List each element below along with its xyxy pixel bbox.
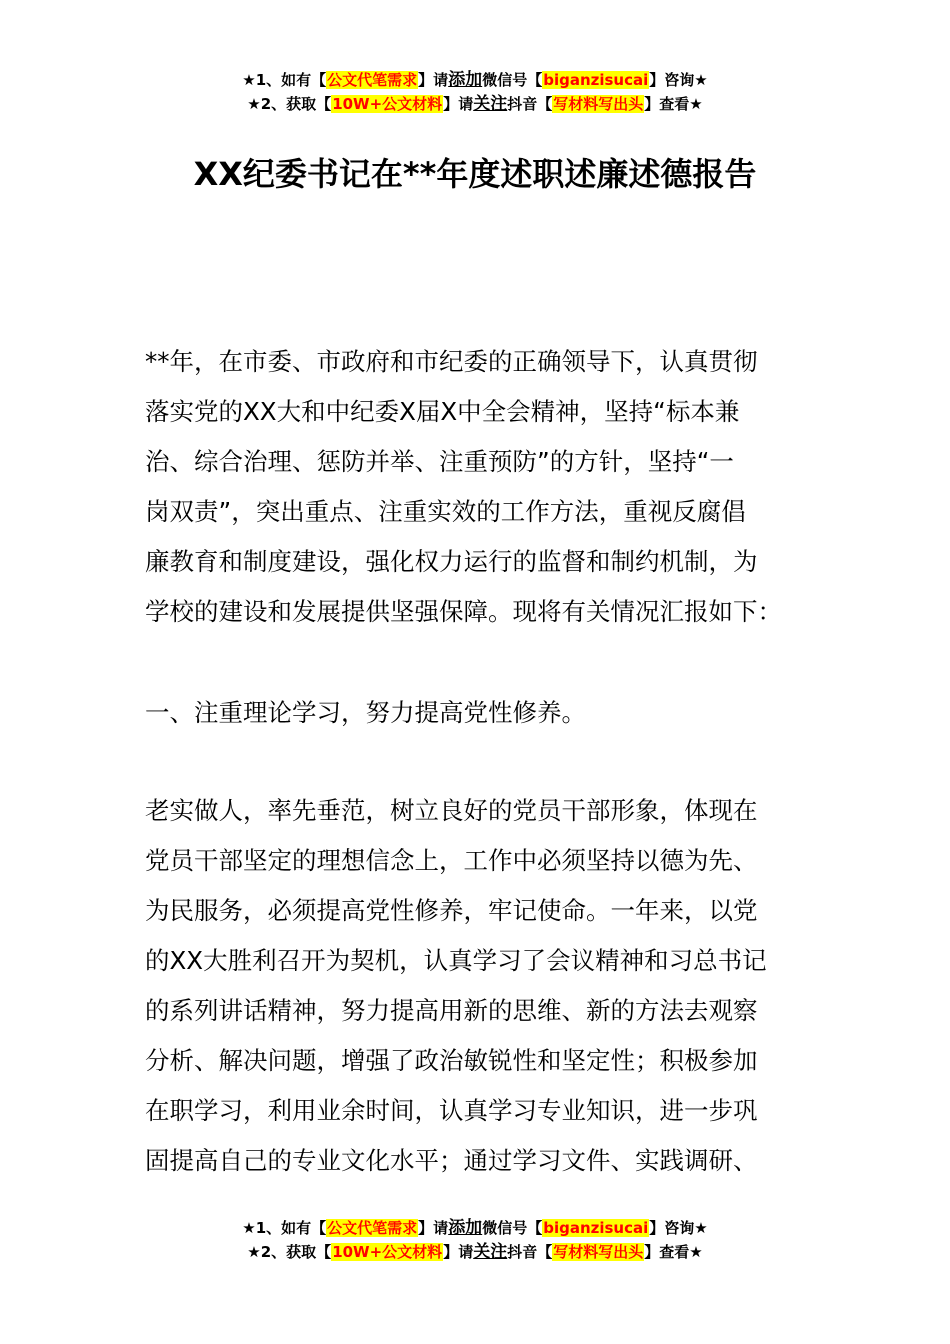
banner-highlight: 公文代笔需求 [327, 71, 418, 89]
banner-text: 1、如有【 [255, 1219, 327, 1237]
paragraph-line: 党员干部坚定的理想信念上，工作中必须坚持以德为先、 [145, 846, 758, 875]
banner-text: 】咨询 [649, 1219, 695, 1237]
banner-text: 2、获取【 [260, 1243, 332, 1261]
banner-wechat-id: biganzisucai [543, 1219, 649, 1237]
paragraph-line: 学校的建设和发展提供坚强保障。现将有关情况汇报如下： [145, 597, 782, 626]
banner-line-2 [0, 1240, 950, 1264]
banner-line-1 [0, 68, 950, 92]
banner-underline: 关注 [473, 1242, 508, 1262]
star-icon: ★ [694, 1219, 708, 1237]
star-icon: ★ [247, 95, 261, 113]
star-icon: ★ [242, 1219, 256, 1237]
paragraph-line: 廉教育和制度建设，强化权力运行的监督和制约机制，为 [145, 547, 758, 576]
banner-text: 】请 [418, 71, 449, 89]
banner-underline: 关注 [473, 94, 508, 114]
paragraph-line: 的系列讲话精神，努力提高用新的思维、新的方法去观察 [145, 996, 758, 1025]
paragraph-line: 老实做人，率先垂范，树立良好的党员干部形象，体现在 [145, 796, 758, 825]
star-icon: ★ [247, 1243, 261, 1261]
paragraph-line: 落实党的XX大和中纪委X届X中全会精神，坚持“标本兼 [145, 397, 740, 426]
banner-highlight: 公文代笔需求 [327, 1219, 418, 1237]
section-heading-text: 一、注重理论学习，努力提高党性修养。 [145, 698, 586, 727]
paragraph-line: 固提高自己的专业文化水平；通过学习文件、实践调研、 [145, 1146, 758, 1175]
banner-line-1 [0, 1216, 950, 1240]
paragraph-line: 为民服务，必须提高党性修养，牢记使命。一年来，以党 [145, 896, 758, 925]
banner-text: 】请 [443, 1243, 474, 1261]
banner-line-2 [0, 92, 950, 116]
banner-underline: 添加 [448, 70, 483, 90]
banner-text: 微信号【 [482, 1219, 543, 1237]
bottom-banner [0, 1216, 950, 1264]
banner-highlight: 10W+公文材料 [332, 1243, 443, 1261]
top-banner [0, 68, 950, 116]
banner-text: 】请 [418, 1219, 449, 1237]
banner-underline: 添加 [448, 1218, 483, 1238]
paragraph-line: 治、综合治理、惩防并举、注重预防”的方针，坚持“一 [145, 447, 734, 476]
star-icon: ★ [689, 1243, 703, 1261]
paragraph-line: 的XX大胜利召开为契机，认真学习了会议精神和习总书记 [145, 946, 767, 975]
banner-text: 1、如有【 [255, 71, 327, 89]
banner-highlight: 10W+公文材料 [332, 95, 443, 113]
star-icon: ★ [242, 71, 256, 89]
banner-text: 抖音【 [507, 95, 553, 113]
banner-douyin-account: 写材料写出头 [553, 95, 644, 113]
star-icon: ★ [694, 71, 708, 89]
banner-text: 】查看 [644, 1243, 690, 1261]
banner-text: 】请 [443, 95, 474, 113]
paragraph-line: 分析、解决问题，增强了政治敏锐性和坚定性；积极参加 [145, 1046, 758, 1075]
banner-wechat-id: biganzisucai [543, 71, 649, 89]
banner-douyin-account: 写材料写出头 [553, 1243, 644, 1261]
document-title: XX纪委书记在**年度述职述廉述德报告 [193, 155, 757, 193]
paragraph-line: 在职学习，利用业余时间，认真学习专业知识，进一步巩 [145, 1096, 758, 1125]
banner-text: 2、获取【 [260, 95, 332, 113]
star-icon: ★ [689, 95, 703, 113]
intro-paragraph [145, 337, 807, 637]
banner-text: 抖音【 [507, 1243, 553, 1261]
banner-text: 微信号【 [482, 71, 543, 89]
banner-text: 】咨询 [649, 71, 695, 89]
paragraph-line: 岗双责”，突出重点、注重实效的工作方法，重视反腐倡 [145, 497, 746, 526]
section-heading [145, 688, 807, 738]
section-paragraph [145, 786, 807, 1186]
paragraph-line: **年，在市委、市政府和市纪委的正确领导下，认真贯彻 [145, 347, 758, 376]
banner-text: 】查看 [644, 95, 690, 113]
